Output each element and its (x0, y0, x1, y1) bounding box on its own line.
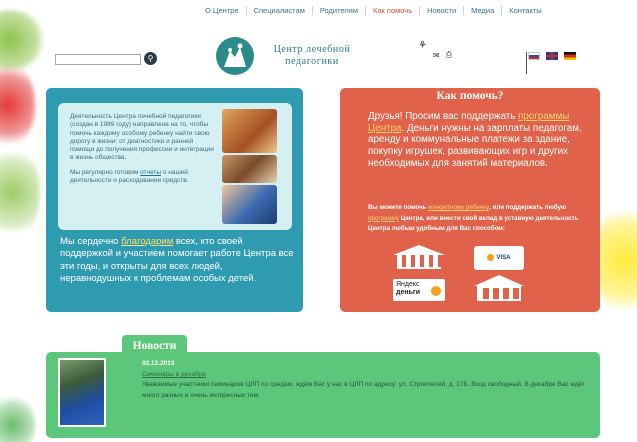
news-date: 02.12.2013 (142, 360, 175, 367)
programs-link[interactable]: программы Центра (368, 111, 570, 134)
card-label: VISA (496, 255, 511, 261)
about-reports (70, 169, 215, 186)
mastercard-icon (487, 254, 494, 261)
yandex-money-button[interactable] (393, 279, 445, 301)
news-panel (46, 352, 600, 438)
ru-flag-icon[interactable] (528, 52, 540, 60)
nav-item-parents[interactable]: Родителям (313, 6, 366, 15)
about-panel (46, 88, 303, 312)
office-payment-icon[interactable] (474, 275, 524, 301)
print-icon[interactable]: ⎙ (445, 50, 453, 59)
search-icon: ⚲ (147, 54, 154, 63)
search-input[interactable] (55, 54, 141, 65)
about-text (70, 113, 215, 185)
top-navigation (198, 6, 549, 15)
yandex-line-2: деньги (396, 289, 421, 296)
specific-child-link[interactable]: конкретному ребенку (428, 204, 490, 211)
logo-line-2: педагогики (285, 56, 339, 67)
help-panel (340, 88, 600, 312)
watercolor-splash (0, 145, 40, 240)
child-photo (222, 109, 277, 153)
sitemap-icon[interactable]: ⚘ (418, 40, 427, 51)
yandex-line-1: Яндекс (396, 281, 420, 288)
reports-suffix: о нашей деятельности и расходовании средств. (70, 168, 189, 185)
help-main-text (368, 111, 593, 170)
logo-emblem-icon (216, 37, 254, 75)
nav-item-about[interactable]: О Центре (198, 6, 247, 15)
logo-line-1: Центр лечебной (273, 44, 351, 55)
news-photo (58, 358, 106, 427)
de-flag-icon[interactable] (564, 52, 576, 60)
en-flag-icon[interactable] (546, 52, 558, 60)
nav-item-news[interactable]: Новости (420, 6, 464, 15)
search-button[interactable] (144, 52, 157, 65)
reports-prefix: Мы регулярно готовим (70, 168, 141, 176)
watercolor-splash (0, 60, 35, 150)
thanks-text (60, 236, 295, 286)
reports-link[interactable]: отчеты (140, 168, 162, 176)
coin-icon (431, 286, 441, 296)
card-payment-button[interactable] (474, 246, 524, 270)
thanks-suffix: всех, кто своей поддержкой и участием помогает работе Центра все эти годы, и открыты для всех людей, неравнодушных к проблемам особых детей. (60, 236, 294, 285)
bank-transfer-icon[interactable] (393, 245, 445, 269)
help-main-suffix: . Деньги нужны на зарплаты педагогам, аренду и коммунальные платежи за здание, покупку игрушек, развивающих игр и других необходимых для занятий материалов. (368, 122, 582, 169)
nav-item-media[interactable]: Медиа (464, 6, 502, 15)
language-switcher (528, 52, 576, 60)
thanks-link[interactable]: благодарим (121, 236, 174, 247)
help-ways-part: Вы можете помочь (368, 204, 429, 211)
news-title-link[interactable]: Семинары в декабре (142, 371, 206, 378)
program-link[interactable]: программу (368, 214, 400, 222)
nav-item-how-to-help[interactable]: Как помочь (366, 6, 420, 15)
nav-item-contacts[interactable]: Контакты (509, 6, 542, 15)
child-photo (222, 185, 277, 224)
watercolor-splash (595, 200, 637, 320)
logo-text (262, 44, 362, 68)
nav-item-specialists[interactable]: Специалистам (247, 6, 313, 15)
child-photo (222, 155, 277, 183)
help-main-prefix: Друзья! Просим вас поддержать (368, 111, 519, 122)
help-title: Как помочь? (436, 90, 504, 102)
mail-icon[interactable]: ✉ (433, 50, 440, 60)
about-photos (222, 109, 277, 224)
tool-icons (425, 50, 452, 60)
watercolor-splash (0, 395, 35, 442)
help-ways-part: , или поддержать любую (489, 204, 567, 211)
help-ways-text (368, 203, 590, 235)
news-text: Уважаемые участники семинаров ЦЛП по средам, ждём Вас у нас в ЦЛП по адресу: ул. Строителей, д. 17Б. Вход свободный. В декабре Вас ждёт много разных и очень интересных тем. (142, 381, 586, 399)
flag-pole (526, 52, 527, 74)
site-logo[interactable] (216, 37, 366, 75)
thanks-prefix: Мы сердечно (60, 236, 122, 247)
help-ways-part: Центра, или внести свой вклад в уставную деятельность Центра любым удобным для Вас способом: (368, 214, 579, 232)
news-tab[interactable]: Новости (122, 335, 187, 357)
about-description: Деятельность Центра лечебной педагогики (создан в 1989 году) направлена на то, чтобы помочь каждому особому ребенку найти свою дорогу в жизни: от диагностики и ранней помощи до получения профессии и интеграции в жизнь общества. (70, 113, 214, 162)
about-card (58, 103, 292, 230)
